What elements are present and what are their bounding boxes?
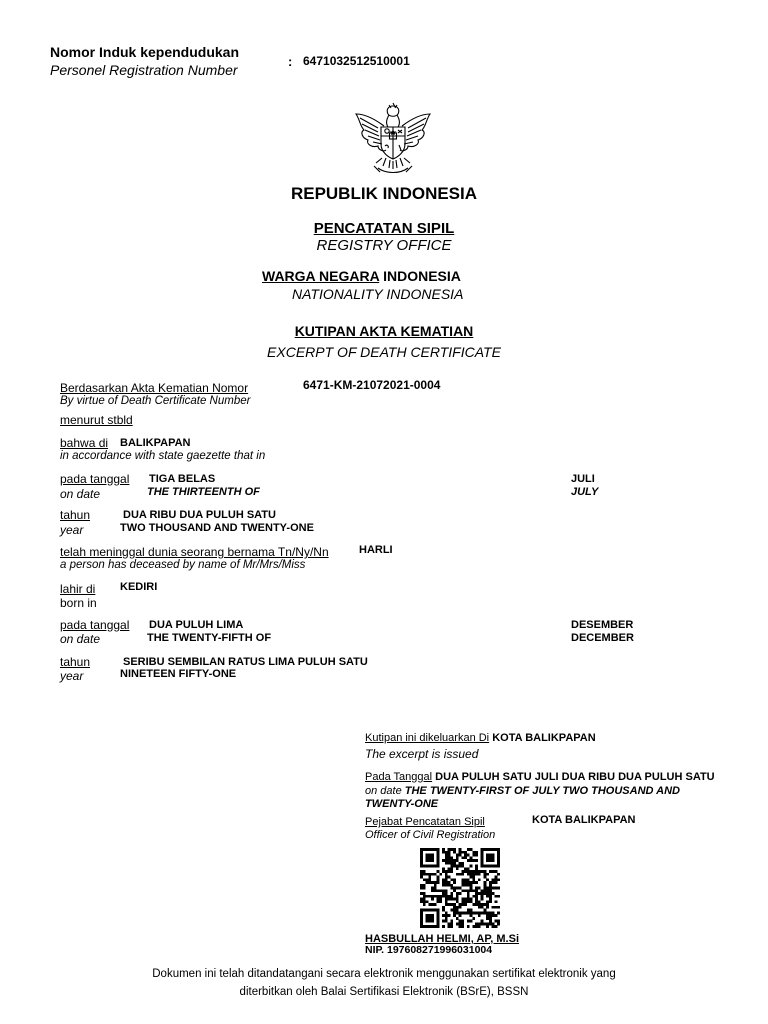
document-title-en: EXCERPT OF DEATH CERTIFICATE [267,344,501,360]
birth-day: DUA PULUH LIMA [149,619,244,631]
stbld-label: menurut stbld [60,413,133,427]
death-place-label: bahwa di [60,436,109,450]
death-year: DUA RIBU DUA PULUH SATU [123,509,276,521]
death-year-label-en: year [60,523,84,537]
document-title: KUTIPAN AKTA KEMATIAN [294,323,474,339]
footer-line-2: diterbitkan oleh Balai Sertifikasi Elektronik (BSrE), BSSN [239,986,529,998]
birth-year: SERIBU SEMBILAN RATUS LIMA PULUH SATU [123,656,368,668]
issued-label-en: The excerpt is issued [365,747,479,761]
nik-label: Nomor Induk kependudukan [50,44,240,60]
birth-place-label: lahir di [60,582,96,596]
deceased-name-label: telah meninggal dunia seorang bernama Tn/Ny/Nn [60,545,329,559]
issued-place: KOTA BALIKPAPAN [492,732,596,744]
death-month: JULI [571,473,595,485]
death-year-en: TWO THOUSAND AND TWENTY-ONE [120,522,314,534]
birth-year-en: NINETEEN FIFTY-ONE [120,668,237,680]
issue-date-value-en-2: TWENTY-ONE [365,798,439,810]
birth-day-en: THE TWENTY-FIFTH OF [147,632,272,644]
officer-place: KOTA BALIKPAPAN [532,814,636,826]
death-date-label-en: on date [60,487,101,501]
country-title: REPUBLIK INDONESIA [290,184,478,203]
office-title: PENCATATAN SIPIL [313,220,455,237]
issued-label: Kutipan ini dikeluarkan Di [365,732,490,744]
issue-date-label: Pada Tanggal [365,771,433,783]
issue-date-label-en: on date [365,785,402,797]
footer-line-1: Dokumen ini telah ditandatangani secara elektronik menggunakan sertifikat elektronik yang [152,968,616,980]
death-place-value: BALIKPAPAN [120,437,191,449]
qr-code-icon [420,848,500,928]
deceased-name-value: HARLI [359,544,393,556]
garuda-emblem-icon [348,100,438,180]
cert-number-value: 6471-KM-21072021-0004 [303,378,441,392]
nik-label-en: Personel Registration Number [50,62,238,78]
deceased-name-label-en: a person has deceased by name of Mr/Mrs/Miss [60,559,306,571]
birth-month: DESEMBER [571,619,634,631]
issue-date-value: DUA PULUH SATU JULI DUA RIBU DUA PULUH SATU [435,771,715,783]
birth-date-label-en: on date [60,632,101,646]
issue-date-value-en-1: THE TWENTY-FIRST OF JULY TWO THOUSAND AND [404,785,680,797]
birth-year-label: tahun [60,655,91,669]
birth-date-label: pada tanggal [60,618,130,632]
birth-place-value: KEDIRI [120,581,158,593]
officer-label-en: Officer of Civil Registration [365,829,496,841]
office-title-en: REGISTRY OFFICE [316,237,452,254]
death-day-en: THE THIRTEENTH OF [147,486,260,498]
birth-year-label-en: year [60,669,84,683]
officer-label: Pejabat Pencatatan Sipil [365,816,485,828]
birth-month-en: DECEMBER [571,632,634,644]
death-day: TIGA BELAS [149,473,216,485]
death-year-label: tahun [60,508,91,522]
nik-value: 6471032512510001 [303,54,410,68]
nationality-label: WARGA NEGARA [262,268,380,284]
nationality-en: NATIONALITY INDONESIA [292,286,464,302]
cert-number-label: Berdasarkan Akta Kematian Nomor [60,381,249,395]
nik-colon: : [288,54,293,69]
death-month-en: JULY [571,486,599,498]
death-place-label-en: in accordance with state gaezette that in [60,450,266,462]
cert-number-label-en: By virtue of Death Certificate Number [60,395,251,407]
nationality-value: INDONESIA [383,268,461,284]
officer-name: HASBULLAH HELMI, AP, M.Si [365,933,520,945]
birth-place-label-en: born in [60,596,97,610]
officer-nip: NIP. 197608271996031004 [365,944,493,956]
death-date-label: pada tanggal [60,472,130,486]
